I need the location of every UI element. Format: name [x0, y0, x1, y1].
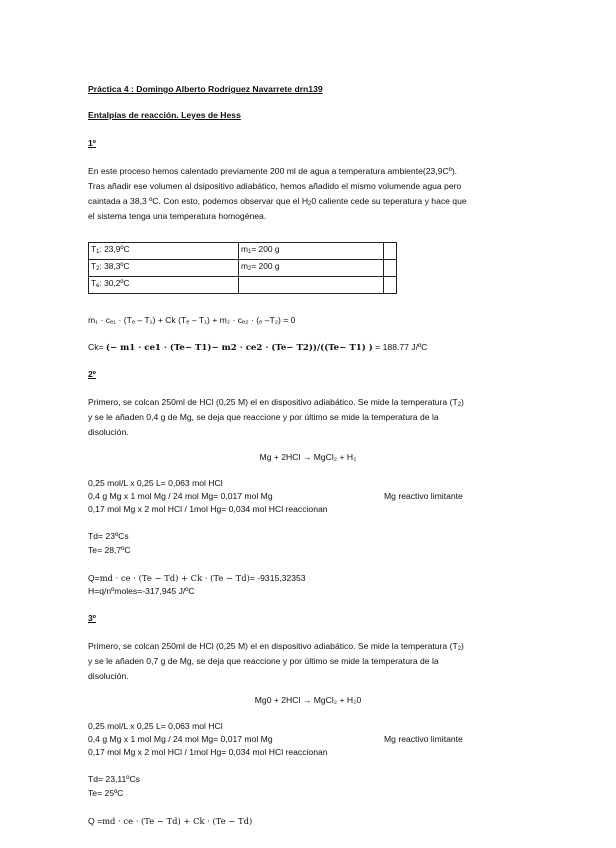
section-3-reaction: Mg0 + 2HCl → MgCl₂ + H₂0	[254, 695, 362, 705]
section-3-calc-line-3: 0,17 mol Mg x 2 mol HCl / 1mol Hg= 0,034 mol HCl reaccionan	[88, 747, 328, 757]
section-1-paragraph-line-2: Tras añadir ese volumen al dsipositivo adiabático, hemos añadido el mismo volumende agua pero	[88, 181, 462, 191]
section-3-heading: 3º	[88, 613, 96, 623]
ck-equation: Ck= (− m1 · ce1 · (Te− T1)− m2 · ce2 · (Te− T2))/((Te− T1) ) = 188.77 J/ºC	[88, 342, 428, 353]
table-cell: $T_2$: 38,3ºC	[89, 260, 239, 277]
section-2-paragraph-line-3: disolución.	[88, 427, 129, 437]
table-cell	[384, 243, 397, 260]
section-1-paragraph-line-3: caintada a 38,3 ºC. Con esto, podemos observar que el $H_20$ caliente cede su teperatura y hace que	[88, 196, 467, 207]
section-2-calc-line-2: 0,4 g Mg x 1 mol Mg / 24 mol Mg= 0,017 mol Mg	[88, 491, 273, 501]
table-cell: $T_e$: 30,2ºC	[89, 277, 239, 294]
section-2-te: Te= 28,7ºC	[88, 545, 131, 555]
section-2-reaction: Mg + 2HCl → MgCl₂ + H₂	[259, 452, 357, 462]
table-cell: $T_1$: 23,9ºC	[89, 243, 239, 260]
table-row	[89, 277, 397, 294]
section-2-heading: 2º	[88, 369, 96, 379]
section-2-q-equation: Q=md · ce · (Te − Td) + Ck · (Te − Td)= -9315,32353	[88, 573, 306, 583]
section-3-paragraph-line-2: y se le añaden 0,7 g de Mg, se deja que reaccione y por último se mide la temperatura de la	[88, 656, 439, 666]
section-1-paragraph-line-1: En este proceso hemos calentado previamente 200 ml de agua a temperatura ambiente(23,9Cº).	[88, 166, 458, 176]
section-2-calc-line-3: 0,17 mol Mg x 2 mol HCl / 1mol Hg= 0,034 mol HCl reaccionan	[88, 504, 328, 514]
section-2-h-result: H=q/nºmoles=-317,945 J/ºC	[88, 586, 195, 596]
section-2-calc-line-1: 0,25 mol/L x 0,25 L= 0,063 mol HCl	[88, 478, 223, 488]
section-3-td: Td= 23,11ºCs	[88, 774, 140, 784]
energy-balance-equation: m₁ · cₑ₁ · (Tₑ – T₁) + Ck (Tₑ – T₁) + m₂ · cₑ₂ · (ₑ –T₂) = 0	[88, 315, 296, 325]
section-3-paragraph-line-1: Primero, se colcan 250ml de HCl (0,25 M) el en dispositivo adiabático. Se mide la temperatura $(T_2)$	[88, 641, 464, 652]
table-cell	[384, 260, 397, 277]
section-2-td: Td= 23ºCs	[88, 531, 129, 541]
page-title: Práctica 4 : Domingo Alberto Rodríguez Navarrete drn139	[88, 84, 323, 94]
section-3-calc-line-1: 0,25 mol/L x 0,25 L= 0,063 mol HCl	[88, 721, 223, 731]
section-1-heading: 1º	[88, 138, 96, 148]
table-cell	[239, 277, 384, 294]
section-3-q-equation: Q =md · ce · (Te − Td) + Ck · (Te − Td)	[88, 816, 253, 826]
section-2-paragraph-line-1: Primero, se colcan 250ml de HCl (0,25 M) el en dispositivo adiabático. Se mide la temperatura $(T_2)$	[88, 397, 464, 408]
section-2-paragraph-line-2: y se le añaden 0,4 g de Mg, se deja que reaccione y por último se mide la temperatura de la	[88, 412, 439, 422]
section-3-calc-line-2: 0,4 g Mg x 1 mol Mg / 24 mol Mg= 0,017 mol Mg	[88, 734, 273, 744]
section-2-limiting-reagent: Mg reactivo limitante	[384, 491, 463, 501]
table-cell: $m_1= 200$ g	[239, 243, 384, 260]
page-subtitle: Entalpías de reacción. Leyes de Hess	[88, 110, 241, 120]
table-cell: $m_2= 200$ g	[239, 260, 384, 277]
table-row	[89, 260, 397, 277]
temperature-mass-table	[88, 242, 397, 294]
section-3-limiting-reagent: Mg reactivo limitante	[384, 734, 463, 744]
table-cell	[384, 277, 397, 294]
section-3-paragraph-line-3: disolución.	[88, 671, 129, 681]
section-3-te: Te= 25ºC	[88, 788, 124, 798]
section-1-paragraph-line-4: el sistema tenga una temperatura homogénea.	[88, 211, 267, 221]
table-row	[89, 243, 397, 260]
